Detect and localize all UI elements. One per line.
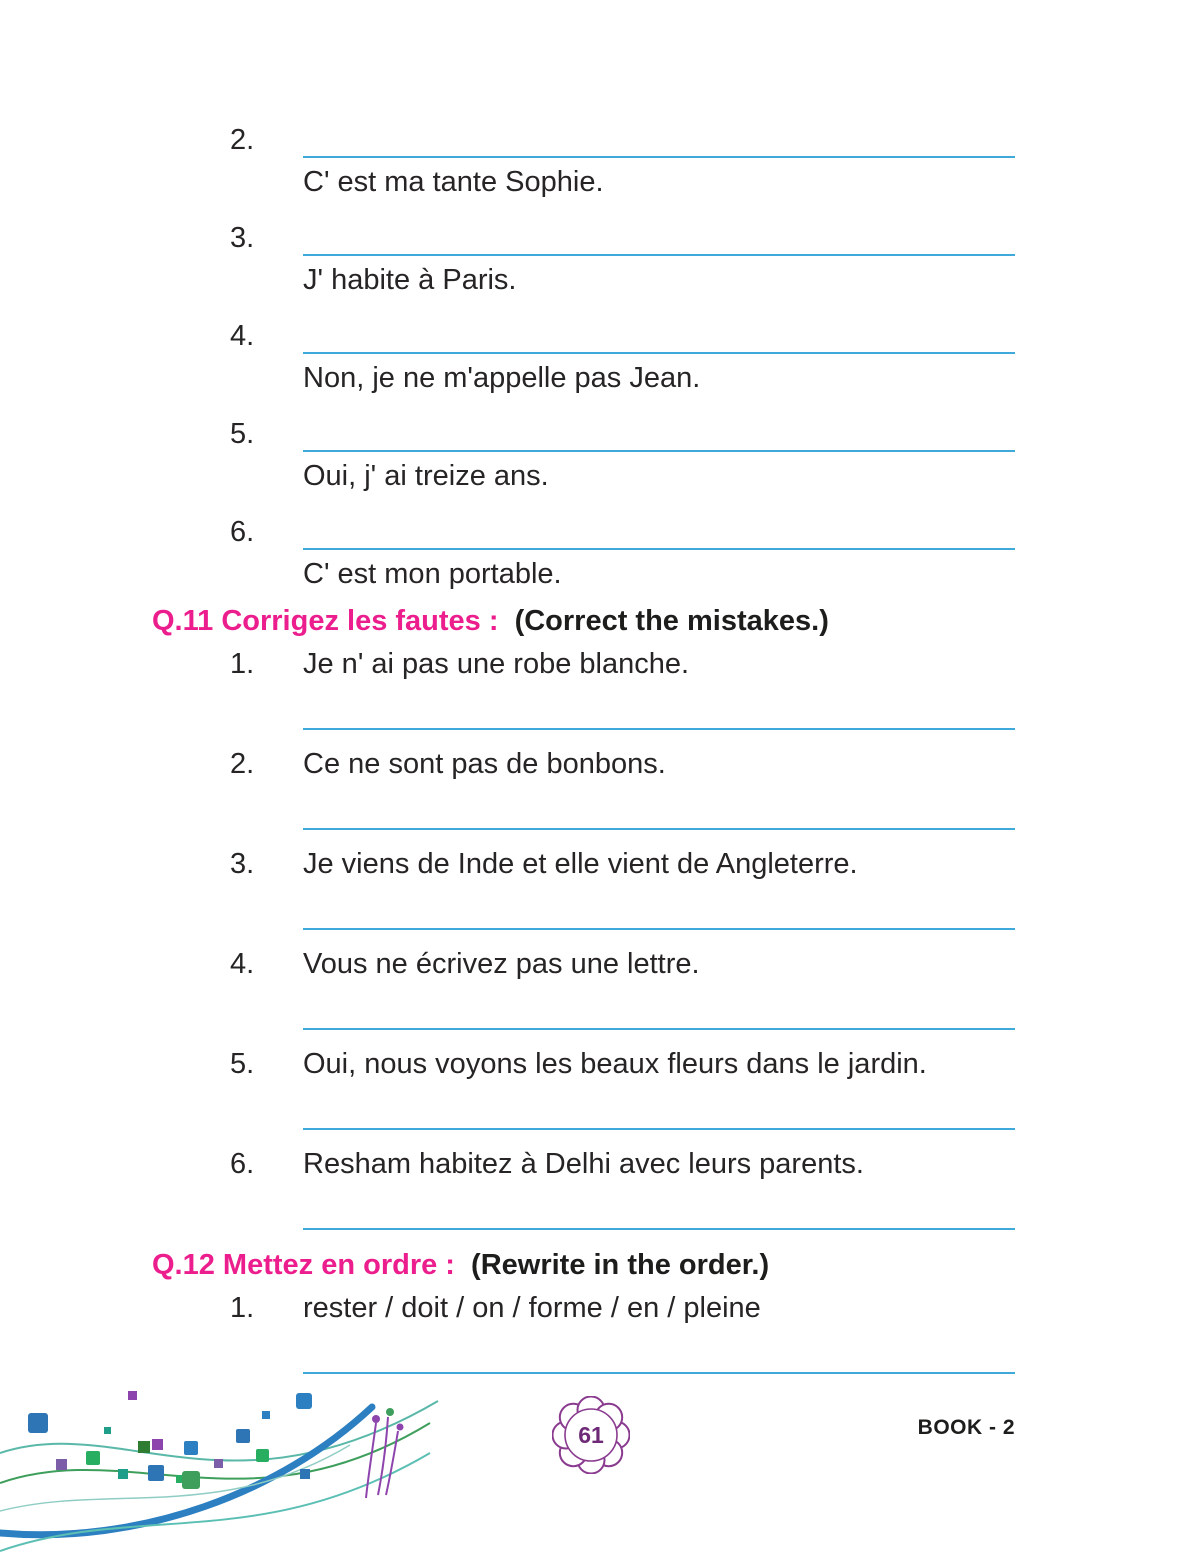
q12-heading bbox=[152, 1246, 1181, 1284]
exercise-item bbox=[0, 1046, 1181, 1130]
item-number: 4. bbox=[230, 320, 255, 352]
item-number: 5. bbox=[230, 1048, 255, 1080]
exercise-item bbox=[0, 1146, 1181, 1230]
item-number: 4. bbox=[230, 948, 255, 980]
item-number: 2. bbox=[230, 748, 255, 780]
q12-heading-english: (Rewrite in the order.) bbox=[471, 1249, 770, 1281]
sentence-row bbox=[0, 1146, 1181, 1182]
answer-blank-line bbox=[303, 548, 1015, 550]
sentence-text: Oui, nous voyons les beaux fleurs dans le jardin. bbox=[303, 1048, 927, 1080]
fill-in-answers-section bbox=[0, 112, 1181, 592]
exercise-item bbox=[0, 646, 1181, 730]
item-number: 3. bbox=[230, 848, 255, 880]
q12-heading-french: Q.12 Mettez en ordre : bbox=[152, 1249, 455, 1281]
exercise-item bbox=[0, 846, 1181, 930]
exercise-item bbox=[0, 946, 1181, 1030]
q11-heading-french: Q.11 Corrigez les fautes : bbox=[152, 605, 499, 637]
answer-blank-line bbox=[303, 1028, 1015, 1030]
item-number: 3. bbox=[230, 222, 255, 254]
answer-blank-line bbox=[303, 156, 1015, 158]
answer-text: Non, je ne m'appelle pas Jean. bbox=[303, 362, 701, 394]
q11-exercise-section bbox=[0, 646, 1181, 1230]
sentence-row bbox=[0, 746, 1181, 782]
sentence-row bbox=[0, 1046, 1181, 1082]
decorative-squares bbox=[28, 1391, 312, 1489]
answer-blank-line bbox=[303, 1228, 1015, 1230]
answer-item bbox=[0, 308, 1181, 396]
answer-blank-line bbox=[303, 254, 1015, 256]
answer-text: C' est mon portable. bbox=[303, 558, 562, 590]
sentence-text: rester / doit / on / forme / en / pleine bbox=[303, 1292, 761, 1324]
sentence-text: Ce ne sont pas de bonbons. bbox=[303, 748, 666, 780]
answer-item bbox=[0, 210, 1181, 298]
answer-blank-line bbox=[303, 728, 1015, 730]
answer-item bbox=[0, 406, 1181, 494]
answer-text: Oui, j' ai treize ans. bbox=[303, 460, 549, 492]
book-label: BOOK - 2 bbox=[917, 1416, 1015, 1439]
answer-text: C' est ma tante Sophie. bbox=[303, 166, 604, 198]
q12-exercise-section bbox=[0, 1290, 1181, 1374]
answer-row bbox=[0, 210, 1181, 256]
answer-row bbox=[0, 504, 1181, 550]
answer-item bbox=[0, 112, 1181, 200]
answer-blank-line bbox=[303, 928, 1015, 930]
sentence-row bbox=[0, 646, 1181, 682]
exercise-item bbox=[0, 1290, 1181, 1374]
sentence-row bbox=[0, 846, 1181, 882]
answer-row bbox=[0, 112, 1181, 158]
sentence-row bbox=[0, 946, 1181, 982]
answer-blank-line bbox=[303, 1372, 1015, 1374]
answer-blank-line bbox=[303, 450, 1015, 452]
answer-row bbox=[0, 406, 1181, 452]
item-number: 5. bbox=[230, 418, 255, 450]
sentence-text: Vous ne écrivez pas une lettre. bbox=[303, 948, 700, 980]
item-number: 1. bbox=[230, 648, 255, 680]
q11-heading-english: (Correct the mistakes.) bbox=[514, 605, 829, 637]
item-number: 2. bbox=[230, 124, 255, 156]
sentence-text: Je n' ai pas une robe blanche. bbox=[303, 648, 690, 680]
item-number: 6. bbox=[230, 1148, 255, 1180]
item-number: 1. bbox=[230, 1292, 255, 1324]
page-number-badge bbox=[552, 1396, 630, 1474]
answer-item bbox=[0, 504, 1181, 592]
sentence-row bbox=[0, 1290, 1181, 1326]
item-number: 6. bbox=[230, 516, 255, 548]
page-number: 61 bbox=[578, 1422, 604, 1448]
answer-row bbox=[0, 308, 1181, 354]
q11-heading bbox=[152, 602, 1181, 640]
sentence-text: Je viens de Inde et elle vient de Angleterre. bbox=[303, 848, 858, 880]
answer-blank-line bbox=[303, 828, 1015, 830]
exercise-item bbox=[0, 746, 1181, 830]
answer-blank-line bbox=[303, 1128, 1015, 1130]
answer-text: J' habite à Paris. bbox=[303, 264, 517, 296]
answer-blank-line bbox=[303, 352, 1015, 354]
sentence-text: Resham habitez à Delhi avec leurs parents. bbox=[303, 1148, 864, 1180]
decorative-swirl-graphic bbox=[0, 1383, 440, 1563]
